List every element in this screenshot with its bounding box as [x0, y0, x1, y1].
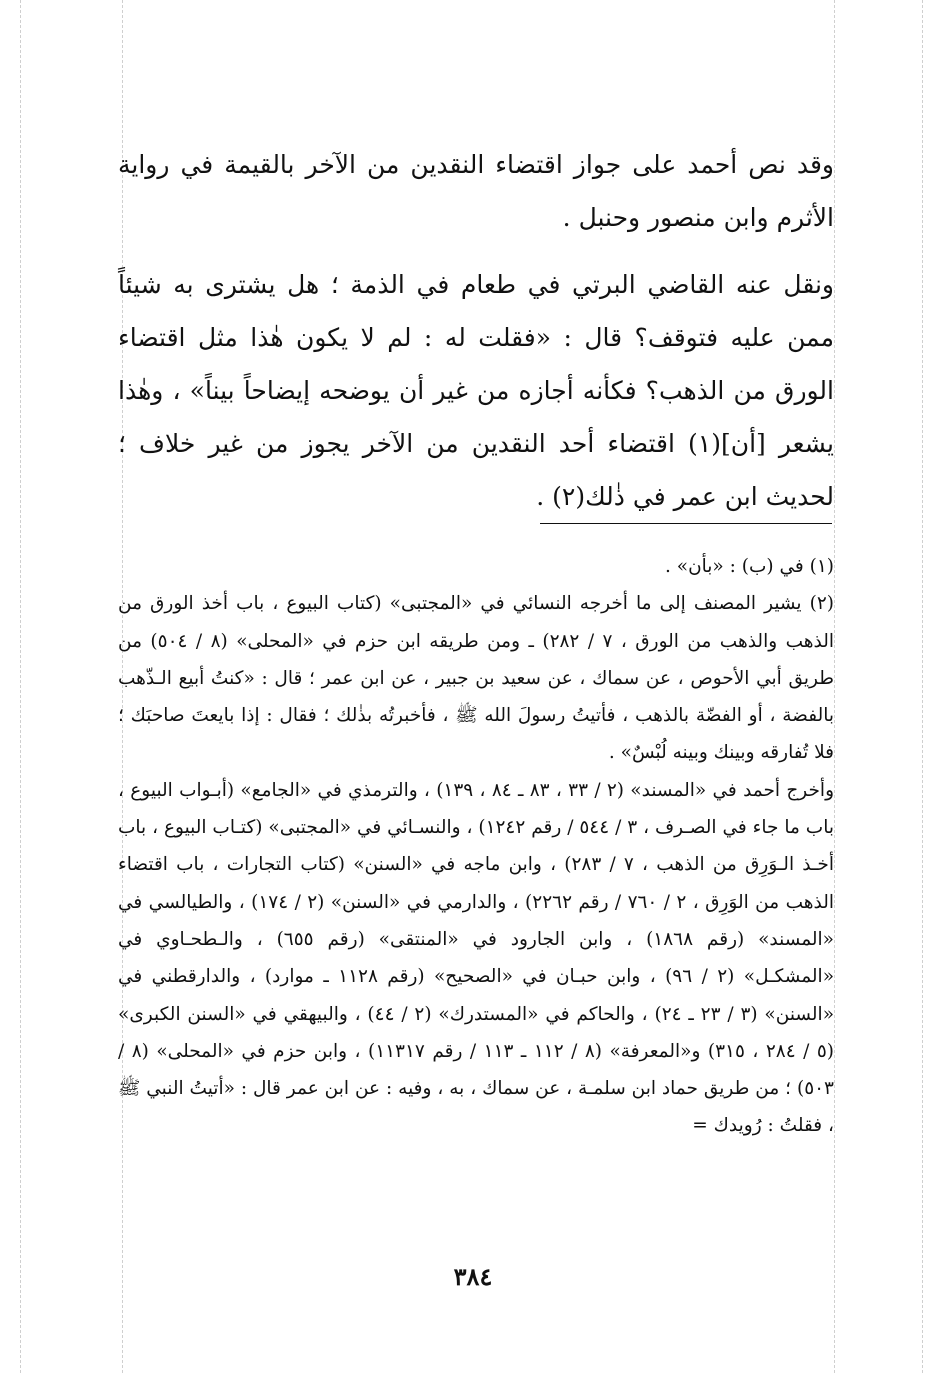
margin-guide-line: [20, 0, 21, 1373]
margin-guide-line: [922, 0, 923, 1373]
main-text: [118, 138, 834, 523]
footnote-separator: [540, 523, 832, 524]
margin-guide-line: [834, 0, 835, 1373]
footnote-2-continued: وأخرج أحمد في «المسند» (٢ / ٣٣ ، ٨٣ ـ ٨٤ ، ١٣٩) ، والترمذي في «الجامع» (أبـواب البيوع ، باب ما جاء في الصـرف ، ٣ / ٥٤٤ / رقم ١٢٤٢) ، والنسـائي في «المجتبى» (كتـاب البيوع ، باب أخـذ الـوَرِق من الذهب ، ٧ / ٢٨٣) ، وابن ماجه في «السنن» (كتاب التجارات ، باب اقتضاء الذهب من الوَرِق ، ٢ / ٧٦٠ / رقم ٢٢٦٢) ، والدارمي في «السنن» (٢ / ١٧٤) ، والطيالسي في «المسند» (رقم ١٨٦٨) ، وابن الجارود في «المنتقى» (رقم ٦٥٥) ، والـطحـاوي في «المشكـل» (٢ / ٩٦) ، وابن حبـان في «الصحيح» (رقم ١١٢٨ ـ موارد) ، والدارقطني في «السنن» (٣ / ٢٣ ـ ٢٤) ، والحاكم في «المستدرك» (٢ / ٤٤) ، والبيهقي في «السنن الكبرى» (٥ / ٢٨٤ ، ٣١٥) و«المعرفة» (٨ / ١١٢ ـ ١١٣ / رقم ١١٣١٧) ، وابن حزم في «المحلى» (٨ / ٥٠٣) ؛ من طريق حماد ابن سلمـة ، عن سماك ، به ، وفيه : عن ابن عمر قال : «أتيتُ النبي ﷺ ، فقلتُ : رُويدك =: [118, 779, 835, 1137]
main-paragraph-2: ونقل عنه القاضي البرتي في طعام في الذمة ؛ هل يشترى به شيئاً ممن عليه فتوقف؟ قال : «فقلت له : لم لا يكون هٰذا مثل اقتضاء الورق من الذهب؟ فكأنه أجازه من غير أن يوضحه إيضاحاً بيناً» ، وهٰذا يشعر [أن](١) اقتضاء أحد النقدين من الآخر يجوز من غير خلاف ؛ لحديث ابن عمر في ذٰلك(٢) .: [118, 270, 834, 511]
footnotes: [118, 548, 834, 1145]
footnote-2: (٢) يشير المصنف إلى ما أخرجه النسائي في «المجتبى» (كتاب البيوع ، باب أخذ الورق من الذهب والذهب من الورق ، ٧ / ٢٨٢) ـ ومن طريقه ابن حزم في «المحلى» (٨ / ٥٠٤) من طريق أبي الأحوص ، عن سماك ، عن سعيد بن جبير ، عن ابن عمر ؛ قال : «كنتُ أبيع الـذّهب بالفضة ، أو الفضّة بالذهب ، فأتيتُ رسولَ الله ﷺ ، فأخبرتُه بذٰلك ؛ فقال : إذا بايعتَ صاحبَك ؛ فلا تُفارقه وبينك وبينه لُبْسٌ» .: [118, 593, 834, 764]
page-number: ٣٨٤: [453, 1262, 493, 1291]
main-paragraph-1: وقد نص أحمد على جواز اقتضاء النقدين من الآخر بالقيمة في رواية الأثرم وابن منصور وحنبل .: [118, 150, 834, 232]
footnote-1: (١) في (ب) : «بأن» .: [664, 556, 834, 577]
